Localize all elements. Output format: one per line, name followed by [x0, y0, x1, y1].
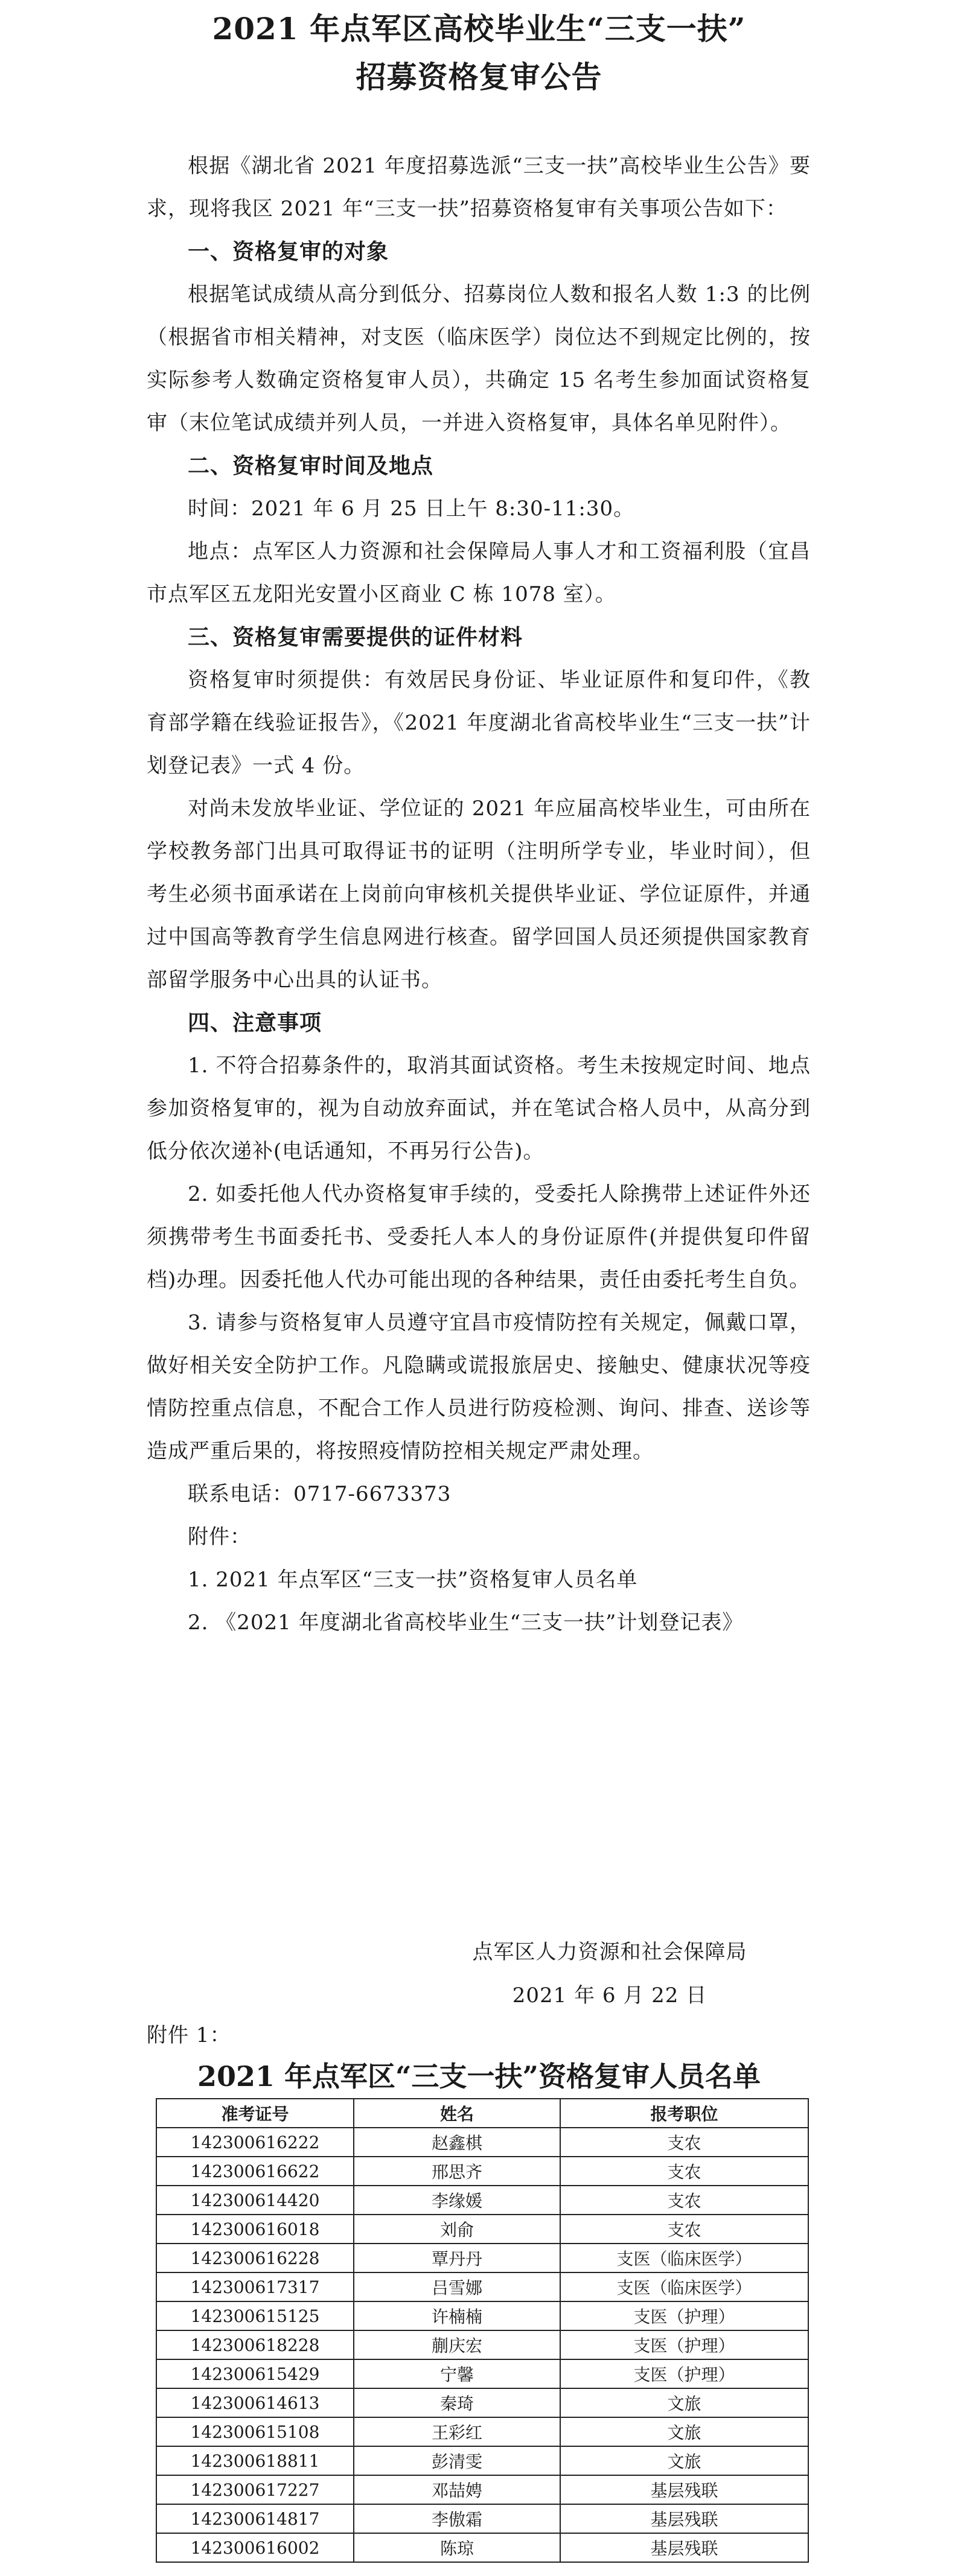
body-paragraph: 资格复审时须提供：有效居民身份证、毕业证原件和复印件，《教育部学籍在线验证报告》，《2021 年度湖北省高校毕业生“三支一扶”计划登记表》一式 4 份。	[147, 668, 811, 778]
cell-name: 陈琼	[354, 2533, 560, 2562]
header-position: 报考职位	[560, 2099, 808, 2128]
body-paragraph: 时间：2021 年 6 月 25 日上午 8:30-11:30。	[188, 497, 635, 521]
cell-exam-number: 142300614613	[156, 2388, 354, 2417]
cell-name: 赵鑫棋	[354, 2128, 560, 2157]
cell-name: 秦琦	[354, 2388, 560, 2417]
cell-position: 支农	[560, 2157, 808, 2186]
section-heading: 一、资格复审的对象	[188, 239, 389, 264]
cell-position: 支农	[560, 2215, 808, 2244]
body-paragraph: 1. 2021 年点军区“三支一扶”资格复审人员名单	[188, 1568, 638, 1592]
cell-name: 邢思齐	[354, 2157, 560, 2186]
body-paragraph: 2. 如委托他人代办资格复审手续的，受委托人除携带上述证件外还须携带考生书面委托书、受委托人本人的身份证原件(并提供复印件留档)办理。因委托他人代办可能出现的各种结果，责任由委托考生自负。	[147, 1182, 811, 1292]
signature-date: 2021 年 6 月 22 日	[512, 1983, 707, 2008]
cell-name: 王彩红	[354, 2417, 560, 2446]
table-header-row	[156, 2099, 808, 2128]
notice-body	[147, 145, 811, 1644]
body-paragraph: 地点：点军区人力资源和社会保障局人事人才和工资福利股（宜昌市点军区五龙阳光安置小区商业 C 栋 1078 室）。	[147, 539, 811, 606]
cell-exam-number: 142300614817	[156, 2504, 354, 2533]
cell-name: 李缘媛	[354, 2186, 560, 2215]
body-paragraph: 2. 《2021 年度湖北省高校毕业生“三支一扶”计划登记表》	[188, 1611, 744, 1635]
body-paragraph: 附件：	[188, 1525, 251, 1549]
cell-position: 支农	[560, 2128, 808, 2157]
cell-position: 支医（护理）	[560, 2359, 808, 2388]
cell-exam-number: 142300618811	[156, 2446, 354, 2475]
table-row	[156, 2533, 808, 2562]
table-row	[156, 2330, 808, 2359]
cell-name: 宁馨	[354, 2359, 560, 2388]
table-row	[156, 2186, 808, 2215]
cell-position: 基层残联	[560, 2475, 808, 2504]
cell-position: 支医（临床医学）	[560, 2272, 808, 2301]
cell-exam-number: 142300616002	[156, 2533, 354, 2562]
cell-name: 刘俞	[354, 2215, 560, 2244]
table-row	[156, 2504, 808, 2533]
cell-name: 邓喆娉	[354, 2475, 560, 2504]
cell-position: 文旅	[560, 2388, 808, 2417]
section-heading: 三、资格复审需要提供的证件材料	[188, 625, 523, 650]
table-row	[156, 2388, 808, 2417]
header-name: 姓名	[354, 2099, 560, 2128]
cell-position: 基层残联	[560, 2504, 808, 2533]
body-paragraph: 1. 不符合招募条件的，取消其面试资格。考生未按规定时间、地点参加资格复审的，视为自动放弃面试，并在笔试合格人员中，从高分到低分依次递补(电话通知，不再另行公告)。	[147, 1054, 811, 1163]
candidate-roster-table	[156, 2098, 809, 2563]
cell-position: 支医（护理）	[560, 2301, 808, 2330]
cell-position: 基层残联	[560, 2533, 808, 2562]
cell-exam-number: 142300616228	[156, 2244, 354, 2272]
body-paragraph: 对尚未发放毕业证、学位证的 2021 年应届高校毕业生，可由所在学校教务部门出具可取得证书的证明（注明所学专业，毕业时间），但考生必须书面承诺在上岗前向审核机关提供毕业证、学位证原件，并通过中国高等教育学生信息网进行核查。留学回国人员还须提供国家教育部留学服务中心出具的认证书。	[147, 797, 811, 992]
cell-name: 许楠楠	[354, 2301, 560, 2330]
table-row	[156, 2417, 808, 2446]
cell-exam-number: 142300615125	[156, 2301, 354, 2330]
cell-name: 覃丹丹	[354, 2244, 560, 2272]
table-row	[156, 2215, 808, 2244]
cell-position: 支农	[560, 2186, 808, 2215]
attachment-label: 附件 1：	[147, 2023, 231, 2047]
cell-exam-number: 142300617227	[156, 2475, 354, 2504]
cell-exam-number: 142300616622	[156, 2157, 354, 2186]
cell-exam-number: 142300615108	[156, 2417, 354, 2446]
cell-exam-number: 142300618228	[156, 2330, 354, 2359]
table-row	[156, 2301, 808, 2330]
cell-position: 文旅	[560, 2446, 808, 2475]
section-heading: 四、注意事项	[188, 1010, 322, 1035]
table-row	[156, 2446, 808, 2475]
table-row	[156, 2128, 808, 2157]
table-row	[156, 2157, 808, 2186]
page-title-line-2: 招募资格复审公告	[356, 59, 602, 95]
body-paragraph: 联系电话：0717-6673373	[188, 1482, 452, 1506]
header-exam-number: 准考证号	[156, 2099, 354, 2128]
body-paragraph: 根据笔试成绩从高分到低分、招募岗位人数和报名人数 1:3 的比例（根据省市相关精神，对支医（临床医学）岗位达不到规定比例的，按实际参考人数确定资格复审人员），共确定 15 名考生参加面试资格复审（末位笔试成绩并列人员，一并进入资格复审，具体名单见附件）。	[147, 282, 811, 435]
cell-exam-number: 142300614420	[156, 2186, 354, 2215]
cell-exam-number: 142300616222	[156, 2128, 354, 2157]
table-row	[156, 2272, 808, 2301]
page-title-line-1: 2021 年点军区高校毕业生“三支一扶”	[212, 11, 746, 46]
body-paragraph: 3. 请参与资格复审人员遵守宜昌市疫情防控有关规定，佩戴口罩，做好相关安全防护工作。凡隐瞒或谎报旅居史、接触史、健康状况等疫情防控重点信息，不配合工作人员进行防疫检测、询问、排查、送诊等造成严重后果的，将按照疫情防控相关规定严肃处理。	[147, 1311, 811, 1463]
table-row	[156, 2359, 808, 2388]
table-title: 2021 年点军区“三支一扶”资格复审人员名单	[197, 2060, 761, 2093]
cell-name: 吕雪娜	[354, 2272, 560, 2301]
body-paragraph: 根据《湖北省 2021 年度招募选派“三支一扶”高校毕业生公告》要求，现将我区 2021 年“三支一扶”招募资格复审有关事项公告如下：	[147, 154, 811, 221]
cell-position: 支医（临床医学）	[560, 2244, 808, 2272]
cell-exam-number: 142300616018	[156, 2215, 354, 2244]
cell-name: 李傲霜	[354, 2504, 560, 2533]
cell-position: 支医（护理）	[560, 2330, 808, 2359]
cell-exam-number: 142300617317	[156, 2272, 354, 2301]
cell-name: 蒯庆宏	[354, 2330, 560, 2359]
table-row	[156, 2475, 808, 2504]
table-row	[156, 2244, 808, 2272]
cell-position: 文旅	[560, 2417, 808, 2446]
signature-organization: 点军区人力资源和社会保障局	[472, 1940, 747, 1964]
section-heading: 二、资格复审时间及地点	[188, 453, 434, 479]
cell-exam-number: 142300615429	[156, 2359, 354, 2388]
cell-name: 彭清雯	[354, 2446, 560, 2475]
